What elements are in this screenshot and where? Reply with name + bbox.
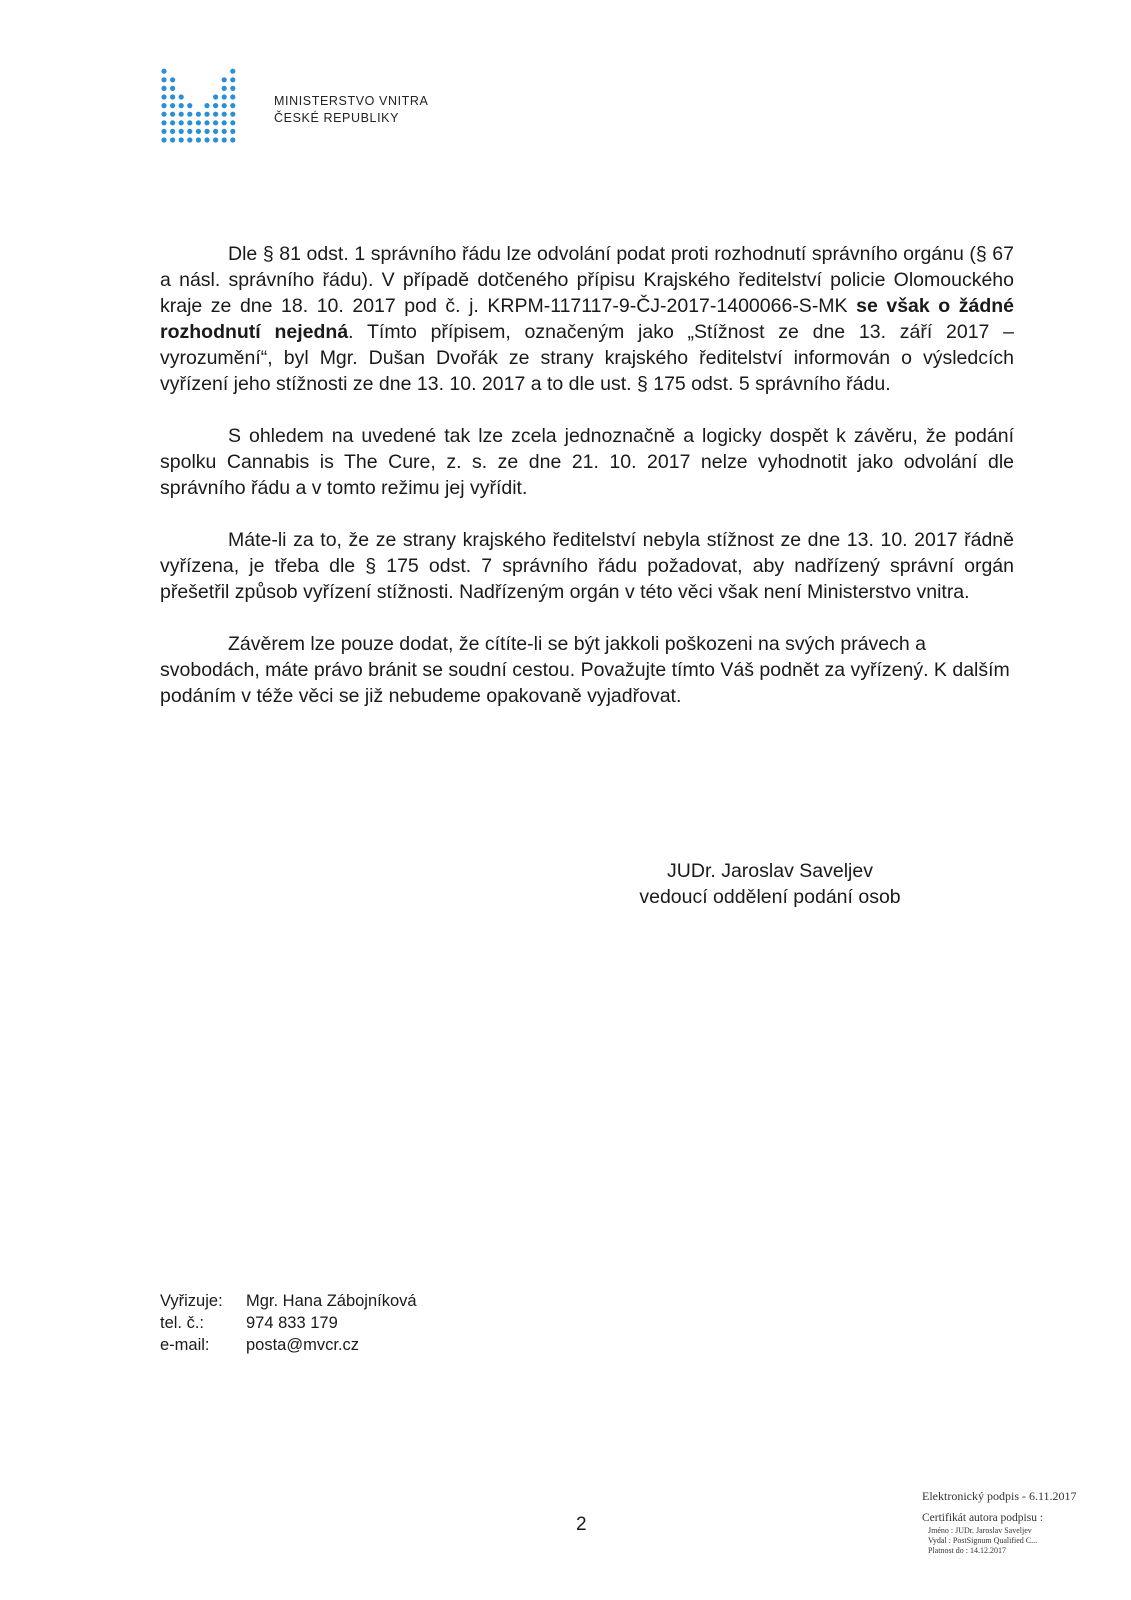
contact-info: [160, 1290, 417, 1356]
esign-issuer: Vydal : PostSignum Qualified C...: [928, 1536, 1038, 1545]
logo-line-1: MINISTERSTVO VNITRA: [274, 94, 429, 108]
logo-dot: [230, 69, 235, 74]
logo-dot: [230, 112, 235, 117]
logo-dot: [161, 120, 166, 125]
logo-dot: [187, 129, 192, 134]
paragraph-3: Máte-li za to, že ze strany krajského ředitelství nebyla stížnost ze dne 13. 10. 2017 řádně vyřízena, je třeba dle § 175 odst. 7 správního řádu požadovat, aby nadřízený správní orgán přešetřil způsob vyřízení stížnosti. Nadřízeným orgán v této věci však není Ministerstvo vnitra.: [160, 529, 1014, 603]
logo-dot: [222, 137, 227, 142]
logo-dot: [204, 112, 209, 117]
contact-row-email: [160, 1334, 417, 1356]
logo-dot: [161, 69, 166, 74]
esign-date: Elektronický podpis - 6.11.2017: [922, 1489, 1077, 1503]
logo-dot: [179, 103, 184, 108]
signatory-title: vedoucí oddělení podání osob: [639, 886, 901, 908]
esign-validity: Platnost do : 14.12.2017: [928, 1546, 1007, 1555]
logo-dot: [161, 94, 166, 99]
logo-dot: [170, 120, 175, 125]
logo-dot: [196, 129, 201, 134]
logo-dot: [213, 103, 218, 108]
logo-dot: [222, 120, 227, 125]
logo-dot: [230, 86, 235, 91]
logo-dot: [170, 112, 175, 117]
contact-label: e-mail:: [160, 1336, 210, 1354]
logo-dot: [196, 120, 201, 125]
logo-dot: [161, 77, 166, 82]
logo-dot: [170, 129, 175, 134]
logo-dot: [170, 103, 175, 108]
logo-dot: [213, 137, 218, 142]
logo-dot: [187, 103, 192, 108]
logo-line-2: ČESKÉ REPUBLIKY: [274, 111, 400, 125]
logo-dot: [213, 112, 218, 117]
logo-dot: [161, 103, 166, 108]
contact-value: posta@mvcr.cz: [246, 1336, 360, 1354]
logo-dot: [222, 112, 227, 117]
logo-dot: [222, 129, 227, 134]
logo-dot: [230, 103, 235, 108]
logo-dot: [187, 137, 192, 142]
emphasis-text: se však o žádné rozhodnutí nejedná: [160, 295, 1014, 343]
logo-dot: [161, 137, 166, 142]
paragraph-4: Závěrem lze pouze dodat, že cítíte-li se být jakkoli poškozeni na svých právech a svobodách, máte právo bránit se soudní cestou. Považujte tímto Váš podnět za vyřízený. K dalším podáním v téže věci se již nebudeme opakovaně vyjadřovat.: [160, 633, 1010, 707]
logo-dot: [230, 120, 235, 125]
ministry-logo: [160, 66, 440, 146]
logo-dot: [187, 112, 192, 117]
logo-dot: [196, 137, 201, 142]
logo-dot: [222, 77, 227, 82]
logo-dot: [161, 129, 166, 134]
contact-label: Vyřizuje:: [160, 1292, 223, 1310]
logo-dot: [179, 94, 184, 99]
electronic-signature: [922, 1488, 1077, 1556]
logo-dot: [187, 120, 192, 125]
paragraph-2: S ohledem na uvedené tak lze zcela jednoznačně a logicky dospět k závěru, že podání spolku Cannabis is The Cure, z. s. ze dne 21. 10. 2017 nelze vyhodnotit jako odvolání dle správního řádu a v tomto režimu jej vyřídit.: [160, 425, 1014, 499]
logo-dot: [170, 86, 175, 91]
logo-dot: [222, 103, 227, 108]
logo-dot: [196, 112, 201, 117]
logo-dot: [204, 120, 209, 125]
contact-row-phone: [160, 1312, 417, 1334]
logo-dot: [161, 86, 166, 91]
logo-dot: [170, 94, 175, 99]
logo-dot: [170, 77, 175, 82]
logo-dot: [230, 137, 235, 142]
esign-name: Jméno : JUDr. Jaroslav Saveljev: [928, 1526, 1032, 1535]
logo-dot: [230, 129, 235, 134]
logo-dot: [170, 137, 175, 142]
logo-dot: [204, 129, 209, 134]
logo-dot: [213, 120, 218, 125]
logo-dot: [179, 120, 184, 125]
logo-dot: [179, 129, 184, 134]
esign-cert-label: Certifikát autora podpisu :: [922, 1512, 1044, 1524]
contact-value: 974 833 179: [246, 1314, 338, 1332]
signature-block: [600, 858, 940, 910]
letter-body: [160, 241, 1014, 735]
logo-dot: [230, 94, 235, 99]
logo-dot: [213, 94, 218, 99]
logo-dot: [161, 112, 166, 117]
page-number: 2: [576, 1514, 587, 1535]
logo-dot: [222, 94, 227, 99]
logo-dots-icon: [160, 66, 260, 146]
logo-dot: [213, 129, 218, 134]
logo-dot: [204, 103, 209, 108]
paragraph-1: Dle § 81 odst. 1 správního řádu lze odvolání podat proti rozhodnutí správního orgánu (§ 67 a násl. správního řádu). V případě dotčeného přípisu Krajského ředitelství policie Olomouckého kraje ze dne 18. 10. 2017 pod č. j. KRPM-117117-9-ČJ-2017-1400066-S-MK se však o žádné rozhodnutí nejedná. Tímto přípisem, označeným jako „Stížnost ze dne 13. září 2017 – vyrozumění“, byl Mgr. Dušan Dvořák ze strany krajského ředitelství informován o výsledcích vyřízení jeho stížnosti ze dne 13. 10. 2017 a to dle ust. § 175 odst. 5 správního řádu.: [160, 243, 1014, 395]
logo-dot: [230, 77, 235, 82]
logo-dot: [222, 86, 227, 91]
contact-label: tel. č.:: [160, 1314, 205, 1332]
logo-dot: [179, 112, 184, 117]
logo-dot: [204, 137, 209, 142]
logo-text: [274, 93, 428, 127]
signatory-name: JUDr. Jaroslav Saveljev: [667, 860, 873, 882]
contact-row-handled: [160, 1290, 417, 1312]
logo-dot: [179, 137, 184, 142]
contact-value: Mgr. Hana Zábojníková: [246, 1292, 417, 1310]
